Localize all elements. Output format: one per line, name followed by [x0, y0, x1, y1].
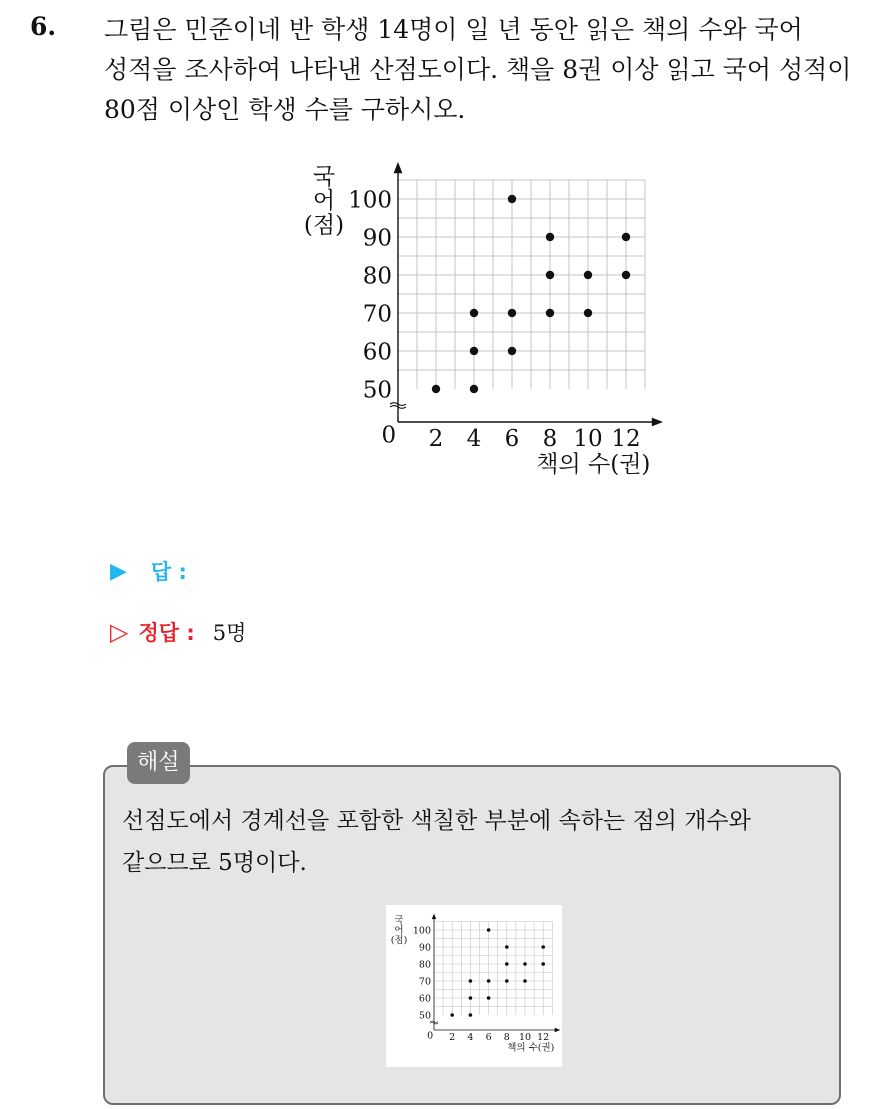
data-point: [487, 928, 491, 932]
data-point: [541, 962, 545, 966]
question-line: 80점 이상인 학생 수를 구하시오.: [104, 95, 466, 124]
x-tick-label: 2: [428, 426, 444, 453]
y-axis-title: (점): [303, 212, 345, 239]
y-axis-title: 국: [394, 915, 404, 926]
x-tick-label: 2: [449, 1031, 456, 1043]
y-tick-label: 80: [362, 263, 392, 290]
x-tick-label: 6: [504, 426, 520, 453]
y-tick-label: 100: [412, 925, 431, 937]
scatter-plot: [290, 150, 680, 500]
x-tick-label: 12: [611, 426, 641, 453]
y-axis-arrowhead: [394, 162, 403, 173]
data-point: [523, 962, 527, 966]
data-point: [546, 309, 554, 317]
data-point: [622, 271, 630, 279]
solution-scatter-plot: [386, 905, 562, 1067]
data-point: [487, 996, 491, 1000]
x-tick-label: 4: [466, 426, 482, 453]
question-line: 성적을 조사하여 나타낸 산점도이다. 책을 8권 이상 읽고 국어 성적이: [104, 55, 852, 84]
y-tick-label: 100: [348, 187, 392, 214]
data-point: [505, 945, 509, 949]
answer-row: [110, 556, 187, 586]
solution-line: 선점도에서 경계선을 포함한 색칠한 부분에 속하는 점의 개수와: [122, 808, 751, 834]
question-number: 6.: [30, 12, 57, 41]
y-tick-label: 70: [362, 301, 392, 328]
data-point: [487, 979, 491, 983]
data-point: [523, 979, 527, 983]
data-point: [469, 996, 473, 1000]
x-axis-arrowhead: [555, 1028, 561, 1032]
data-point: [508, 347, 516, 355]
y-tick-label: 80: [418, 959, 431, 971]
origin-label: 0: [381, 422, 397, 449]
y-tick-label: 70: [418, 976, 431, 988]
y-axis-title: 국: [312, 164, 336, 190]
data-point: [469, 1013, 473, 1017]
data-point: [450, 1013, 454, 1017]
x-tick-label: 8: [503, 1031, 510, 1043]
outline-arrow-icon: ▷: [110, 618, 129, 646]
correct-answer-row: [110, 617, 246, 647]
play-arrow-icon: ▶: [110, 558, 127, 584]
x-tick-label: 10: [518, 1031, 532, 1043]
answer-label: 답 :: [150, 560, 187, 584]
data-point: [432, 385, 440, 393]
y-tick-label: 60: [362, 339, 392, 366]
solution-tag: 해설: [127, 742, 190, 784]
data-point: [508, 195, 516, 203]
x-axis-arrowhead: [652, 418, 663, 427]
y-axis-title: (점): [390, 934, 408, 946]
data-point: [546, 271, 554, 279]
origin-label: 0: [427, 1030, 434, 1042]
data-point: [470, 385, 478, 393]
x-axis-title: 책의 수(권): [536, 451, 651, 478]
solution-text: [122, 800, 832, 884]
y-axis-title: 어: [312, 188, 336, 215]
x-tick-label: 6: [485, 1031, 492, 1043]
x-tick-label: 8: [542, 426, 558, 453]
x-axis-title: 책의 수(권): [507, 1042, 555, 1054]
question-line: 그림은 민준이네 반 학생 14명이 일 년 동안 읽은 책의 수와 국어: [104, 15, 803, 44]
y-tick-label: 60: [418, 993, 431, 1005]
data-point: [546, 233, 554, 241]
data-point: [584, 309, 592, 317]
data-point: [622, 233, 630, 241]
x-tick-label: 4: [467, 1031, 474, 1043]
y-tick-label: 50: [362, 377, 392, 404]
y-axis-arrowhead: [432, 914, 436, 920]
y-tick-label: 50: [418, 1010, 431, 1022]
data-point: [505, 962, 509, 966]
solution-figure: [386, 905, 562, 1067]
data-point: [470, 309, 478, 317]
y-tick-label: 90: [362, 225, 392, 252]
data-point: [469, 979, 473, 983]
x-tick-label: 12: [537, 1031, 550, 1043]
x-tick-label: 10: [573, 426, 603, 453]
y-tick-label: 90: [418, 942, 431, 954]
question-text: [104, 10, 874, 130]
data-point: [541, 945, 545, 949]
y-axis-title: 어: [394, 924, 404, 936]
data-point: [470, 347, 478, 355]
correct-answer-value: 5명: [212, 621, 247, 645]
data-point: [505, 979, 509, 983]
correct-answer-label: 정답 :: [138, 621, 195, 645]
data-point: [508, 309, 516, 317]
data-point: [584, 271, 592, 279]
solution-line: 같으므로 5명이다.: [122, 850, 307, 876]
